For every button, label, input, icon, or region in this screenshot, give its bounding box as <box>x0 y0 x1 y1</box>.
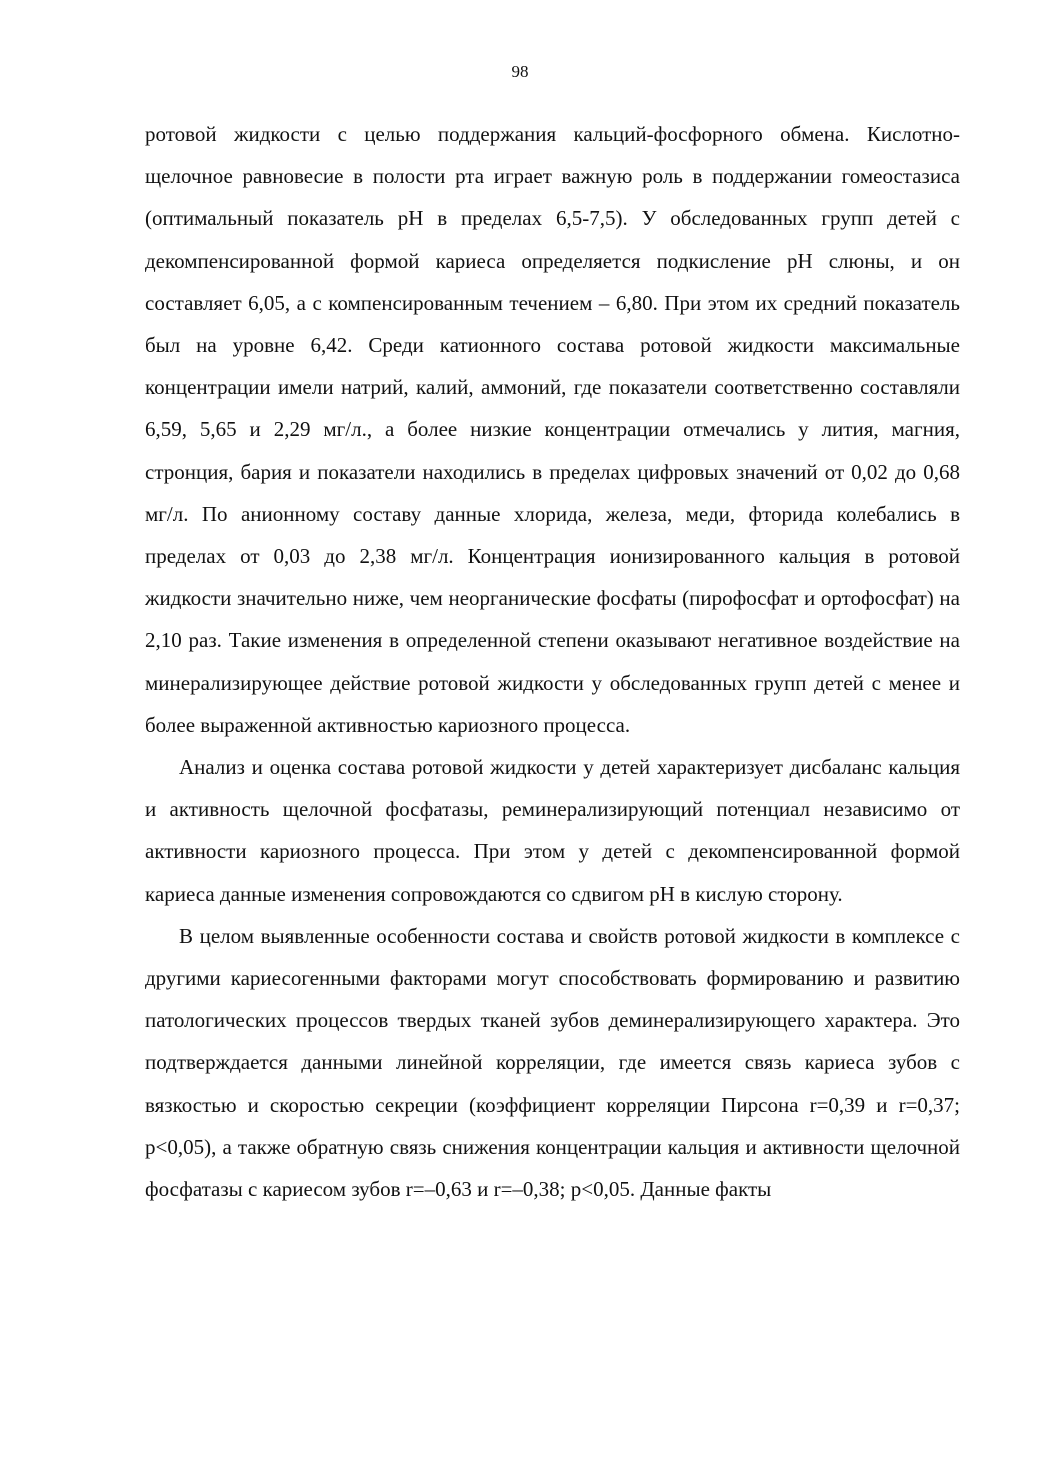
document-body <box>145 113 960 1210</box>
paragraph-analysis: Анализ и оценка состава ротовой жидкости у детей характеризует дисбаланс кальция и активность щелочной фосфатазы, реминерализирующий потенциал независимо от активности кариозного процесса. При этом у детей с декомпенсированной формой кариеса данные изменения сопровождаются со сдвигом рН в кислую сторону. <box>145 755 960 906</box>
paragraph-continued: ротовой жидкости с целью поддержания кальций-фосфорного обмена. Кислотно-щелочное равновесие в полости рта играет важную роль в поддержании гомеостазиса (оптимальный показатель рН в пределах 6,5-7,5). У обследованных групп детей с декомпенсированной формой кариеса определяется подкисление рН слюны, и он составляет 6,05, а с компенсированным течением – 6,80. При этом их средний показатель был на уровне 6,42. Среди катионного состава ротовой жидкости максимальные концентрации имели натрий, калий, аммоний, где показатели соответственно составляли 6,59, 5,65 и 2,29 мг/л., а более низкие концентрации отмечались у лития, магния, стронция, бария и показатели находились в пределах цифровых значений от 0,02 до 0,68 мг/л. По анионному составу данные хлорида, железа, меди, фторида колебались в пределах от 0,03 до 2,38 мг/л. Концентрация ионизированного кальция в ротовой жидкости значительно ниже, чем неорганические фосфаты (пирофосфат и ортофосфат) на 2,10 раз. Такие изменения в определенной степени оказывают негативное воздействие на минерализирующее действие ротовой жидкости у обследованных групп детей с менее и более выраженной активностью кариозного процесса. <box>145 122 960 737</box>
page-number: 98 <box>511 62 529 81</box>
paragraph-conclusion: В целом выявленные особенности состава и свойств ротовой жидкости в комплексе с другими кариесогенными факторами могут способствовать формированию и развитию патологических процессов твердых тканей зубов деминерализирующего характера. Это подтверждается данными линейной корреляции, где имеется связь кариеса зубов с вязкостью и скоростью секреции (коэффициент корреляции Пирсона r=0,39 и r=0,37; p<0,05), а также обратную связь снижения концентрации кальция и активности щелочной фосфатазы с кариесом зубов r=–0,63 и r=–0,38; p<0,05. Данные факты <box>145 923 960 1202</box>
